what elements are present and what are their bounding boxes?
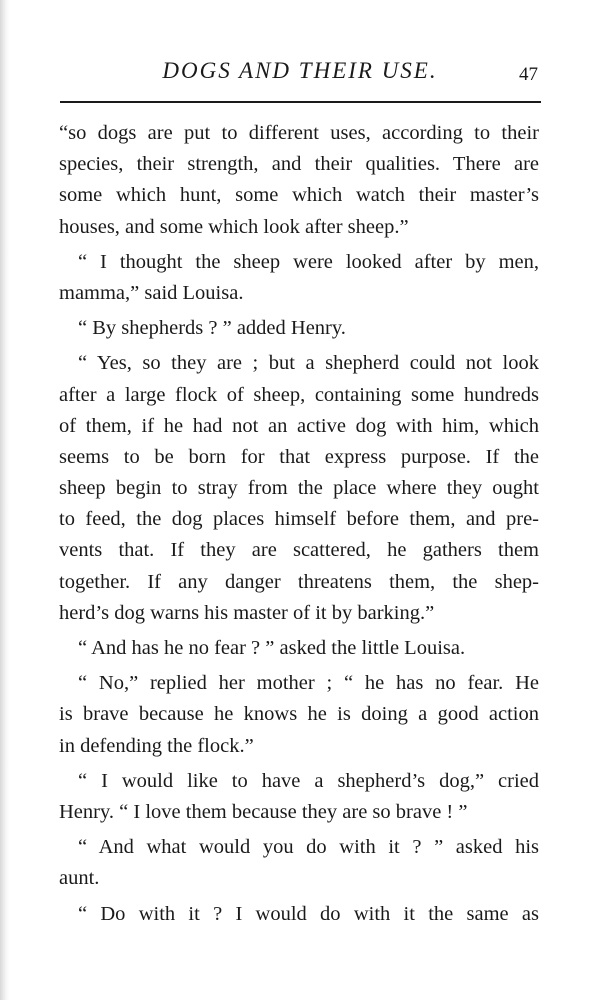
text-line: sheep begin to stray from the place where they ought	[59, 477, 539, 500]
text-line: species, their strength, and their qualities. There are	[59, 153, 539, 176]
text-line: aunt.	[59, 867, 100, 890]
text-line: Henry. “ I love them because they are so brave ! ”	[59, 800, 468, 823]
text-line: houses, and some which look after sheep.”	[59, 215, 409, 238]
text-line: “ Do with it ? I would do with it the same as	[78, 902, 539, 925]
page-edge-shadow	[0, 0, 10, 1000]
body-text	[59, 118, 539, 930]
text-line: “ I thought the sheep were looked after by men,	[78, 250, 539, 273]
text-line: some which hunt, some which watch their master’s	[59, 184, 539, 207]
text-line: seems to be born for that express purpose. If the	[59, 445, 539, 468]
header-rule	[60, 101, 541, 103]
text-line: “ I would like to have a shepherd’s dog,” cried	[78, 769, 539, 792]
text-line: vents that. If they are scattered, he gathers them	[59, 539, 539, 562]
text-line: together. If any danger threatens them, the shep-	[59, 570, 539, 593]
running-title: DOGS AND THEIR USE.	[162, 58, 438, 83]
text-line: is brave because he knows he is doing a good action	[59, 703, 539, 726]
text-line: mamma,” said Louisa.	[59, 281, 244, 304]
text-line: “so dogs are put to different uses, according to their	[59, 122, 539, 144]
text-line: of them, if he had not an active dog with him, which	[59, 414, 539, 437]
text-line: in defending the flock.”	[59, 734, 254, 757]
text-line: “ And has he no fear ? ” asked the little Louisa.	[78, 637, 466, 659]
running-head	[60, 54, 540, 94]
text-line: herd’s dog warns his master of it by barking.”	[59, 601, 435, 624]
text-line: “ And what would you do with it ? ” asked his	[78, 836, 539, 859]
page-number: 47	[519, 64, 538, 85]
text-line: “ Yes, so they are ; but a shepherd could not look	[78, 352, 539, 375]
text-line: “ By shepherds ? ” added Henry.	[78, 317, 346, 340]
text-line: to feed, the dog places himself before them, and pre-	[59, 508, 539, 531]
text-line: after a large flock of sheep, containing some hundreds	[59, 383, 539, 406]
text-line: “ No,” replied her mother ; “ he has no fear. He	[78, 672, 539, 695]
